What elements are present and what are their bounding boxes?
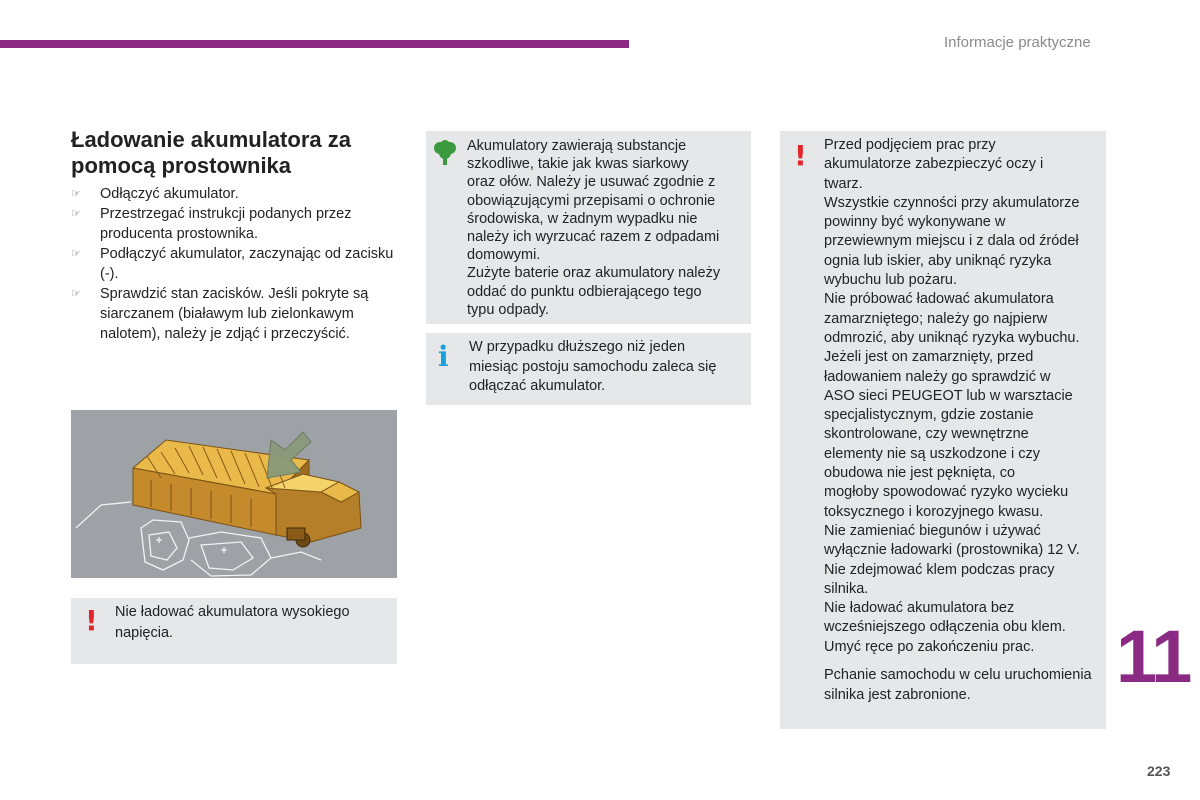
battery-body (133, 440, 361, 547)
warning-extra-text: Pchanie samochodu w celu uruchomienia silnika jest zabronione. (824, 667, 1092, 703)
hand-pointer-icon: ☞ (71, 288, 81, 300)
step-text: Podłączyć akumulator, zaczynając od zacisku (-). (100, 246, 394, 282)
hand-pointer-icon: ☞ (71, 208, 81, 220)
info-icon: i (438, 340, 449, 373)
list-item (71, 184, 401, 204)
steps-list (71, 184, 401, 344)
list-item (71, 244, 401, 284)
battery-illustration (71, 410, 397, 578)
hand-pointer-icon: ☞ (71, 248, 81, 260)
warning-text: Przed podjęciem prac przy akumulatorze zabezpieczyć oczy i twarz. Wszystkie czynności przy akumulatorze powinny być wykonywane w przewiewnym miejscu i z dala od źródeł ognia lub iskier, aby uniknąć ryzyka wybuchu lub pożaru. Nie próbować ładować akumulatora zamarzniętego; należy go najpierw odmrozić, aby uniknąć ryzyka wybuchu. Jeżeli jest on zamarznięty, przed ładowaniem należy go sprawdzić w ASO sieci PEUGEOT lub w warsztacie specjalistycznym, gdzie zostanie skontrolowane, czy wewnętrzne elementy nie są uszkodzone i czy obudowa nie jest pęknięta, co mogłoby spowodować ryzyko wycieku toksycznego i korozyjnego kwasu. Nie zamieniać biegunów i używać wyłącznie ładowarki (prostownika) 12 V. Nie zdejmować klem podczas pracy silnika. Nie ładować akumulatora bez wcześniejszego odłączenia obu klem. Umyć ręce po zakończeniu prac. (824, 137, 1080, 655)
chapter-number: 11 (1116, 615, 1191, 698)
step-text: Sprawdzić stan zacisków. Jeśli pokryte są siarczanem (białawym lub zielonkawym nalotem), należy je zdjąć i przeczyścić. (100, 286, 369, 342)
warning-note-large (780, 131, 1106, 729)
info-note (426, 333, 751, 405)
header-accent-bar (0, 40, 629, 48)
warning-note-small (71, 598, 397, 664)
exclamation-icon: ! (794, 139, 807, 172)
environment-note (426, 131, 751, 324)
list-item (71, 284, 401, 344)
section-title: Informacje praktyczne (944, 34, 1091, 51)
step-text: Odłączyć akumulator. (100, 186, 239, 202)
tree-icon (433, 140, 457, 166)
environment-text: Akumulatory zawierają substancje szkodliwe, takie jak kwas siarkowy oraz ołów. Należy je usuwać zgodnie z obowiązującymi przepisami o ochronie środowiska, w żadnym wypadku nie należy ich wyrzucać razem z odpadami domowymi. Zużyte baterie oraz akumulatory należy oddać do punktu odbierającego tego typu odpady. (467, 138, 721, 318)
battery-illustration-svg (71, 410, 397, 578)
step-text: Przestrzegać instrukcji podanych przez producenta prostownika. (100, 206, 352, 242)
list-item (71, 204, 401, 244)
exclamation-icon: ! (85, 604, 98, 637)
page-title: Ładowanie akumulatora za pomocą prostownika (71, 127, 351, 178)
warning-text: Nie ładować akumulatora wysokiego napięcia. (115, 604, 350, 641)
info-text: W przypadku dłuższego niż jeden miesiąc postoju samochodu zaleca się odłączać akumulator. (469, 339, 717, 394)
hand-pointer-icon: ☞ (71, 188, 81, 200)
page-number: 223 (1147, 763, 1171, 779)
